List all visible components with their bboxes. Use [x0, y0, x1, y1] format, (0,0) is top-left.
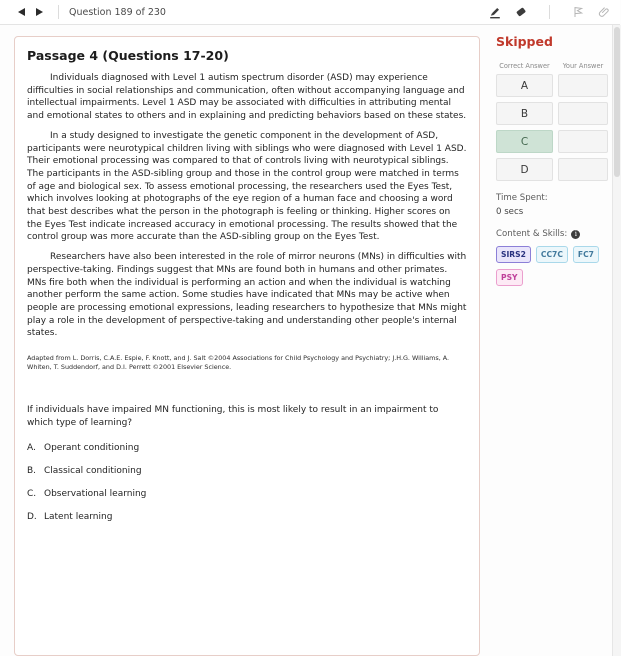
skill-badge: PSY: [496, 269, 523, 286]
flag-button[interactable]: [570, 4, 586, 20]
your-answer-header: Your Answer: [562, 62, 604, 70]
arrow-right-icon: [36, 8, 43, 16]
passage-paragraph: Researchers have also been interested in the role of mirror neurons (MNs) in difficulties with perspective-taking. Findings suggest that MNs are found both in humans and other primates. MNs fire both when the individual is performing an action and when the individual is watching another perform the same action. Some studies have indicated that MNs may be active when people are processing emotional expressions, leading researchers to hypothesize that MNs might play a role in the development of perspective-taking and understanding other people's internal states.: [27, 252, 467, 339]
answer-letter-cell: C: [496, 130, 553, 153]
content-skills-label: Content & Skills:: [496, 229, 568, 239]
your-answer-cell: [558, 130, 608, 153]
paperclip-button[interactable]: [596, 4, 612, 20]
eraser-button[interactable]: [513, 4, 529, 20]
option-letter: A.: [27, 443, 36, 454]
option-text: Observational learning: [44, 489, 147, 500]
option-letter: C.: [27, 489, 37, 500]
highlighter-icon: [488, 5, 502, 19]
highlighter-button[interactable]: [487, 4, 503, 20]
skill-badges: [496, 246, 608, 292]
passage-panel: [14, 36, 480, 656]
option-b[interactable]: [27, 466, 467, 476]
passage-paragraph: Individuals diagnosed with Level 1 autism spectrum disorder (ASD) may experience difficulties in social relationships and communication, often without accompanying language and intellectual impairments. Level 1 ASD may be associated with difficulties in attributing mental and emotional states to others and in explaining and predicting behaviors based on these states.: [27, 73, 467, 122]
vertical-scrollbar[interactable]: [612, 25, 621, 656]
info-icon[interactable]: i: [571, 230, 580, 239]
your-answer-cell: [558, 158, 608, 181]
answer-grid-headers: [496, 62, 608, 70]
content-skills-row: [496, 229, 608, 239]
your-answer-cell: [558, 102, 608, 125]
paperclip-icon: [598, 6, 610, 18]
option-text: Operant conditioning: [44, 443, 140, 454]
skill-badge: FC7: [573, 246, 599, 263]
content-area: [0, 25, 620, 656]
toolbar-divider: [549, 5, 550, 19]
correct-answer-header: Correct Answer: [499, 62, 550, 70]
answer-row: [496, 158, 608, 181]
time-spent-label: Time Spent:: [496, 193, 548, 203]
flag-icon: [572, 6, 584, 18]
next-question-button[interactable]: [30, 3, 48, 21]
skill-badge: CC7C: [536, 246, 568, 263]
toolbar-divider: [58, 5, 59, 19]
answer-row-correct: [496, 130, 608, 153]
answer-row: [496, 74, 608, 97]
status-badge: Skipped: [496, 34, 553, 49]
answer-row: [496, 102, 608, 125]
option-letter: B.: [27, 466, 37, 477]
option-d[interactable]: [27, 512, 467, 522]
previous-question-button[interactable]: [12, 3, 30, 21]
question-counter: Question 189 of 230: [69, 6, 166, 18]
toolbar-actions: [487, 4, 612, 20]
skill-badge: SIRS2: [496, 246, 531, 263]
answer-letter-cell: B: [496, 102, 553, 125]
option-c[interactable]: [27, 489, 467, 499]
main-column: [0, 25, 488, 656]
answer-sidebar: [488, 25, 612, 656]
eraser-icon: [514, 5, 528, 19]
option-text: Classical conditioning: [44, 466, 142, 477]
option-letter: D.: [27, 512, 37, 523]
answer-letter-cell: A: [496, 74, 553, 97]
scrollbar-thumb[interactable]: [614, 27, 620, 177]
passage-paragraph: In a study designed to investigate the genetic component in the development of ASD, participants were neurotypical children living with siblings who were diagnosed with Level 1 ASD. Their emotional processing was compared to that of controls living with neurotypical siblings. The participants in the ASD-sibling group and those in the control group were matched in terms of age and biological sex. To assess emotional processing, the researchers used the Eyes Test, which involves looking at photographs of the eye region of a human face and choosing a word that best describes what the person in the photograph is feeling or thinking. Higher scores on the Eyes Test indicate increased accuracy in emotional processing. The results showed that the control group was more accurate than the ASD-sibling group on the Eyes Test.: [27, 130, 467, 243]
top-toolbar: [0, 0, 620, 25]
passage-title: Passage 4 (Questions 17-20): [27, 48, 229, 63]
answer-letter-cell: D: [496, 158, 553, 181]
passage-citation: Adapted from L. Dorris, C.A.E. Espie, F. Knott, and J. Salt ©2004 Associations for Child Psychology and Psychiatry; J.H.G. Williams, A. Whiten, T. Suddendorf, and D.I. Perrett ©2001 Elsevier Science.: [27, 354, 450, 372]
answer-options: [27, 443, 467, 522]
arrow-left-icon: [18, 8, 25, 16]
option-a[interactable]: [27, 443, 467, 453]
time-spent-value: 0 secs: [496, 207, 524, 217]
option-text: Latent learning: [44, 512, 113, 523]
question-stem: If individuals have impaired MN functioning, this is most likely to result in an impairment to which type of learning?: [27, 405, 439, 428]
your-answer-cell: [558, 74, 608, 97]
